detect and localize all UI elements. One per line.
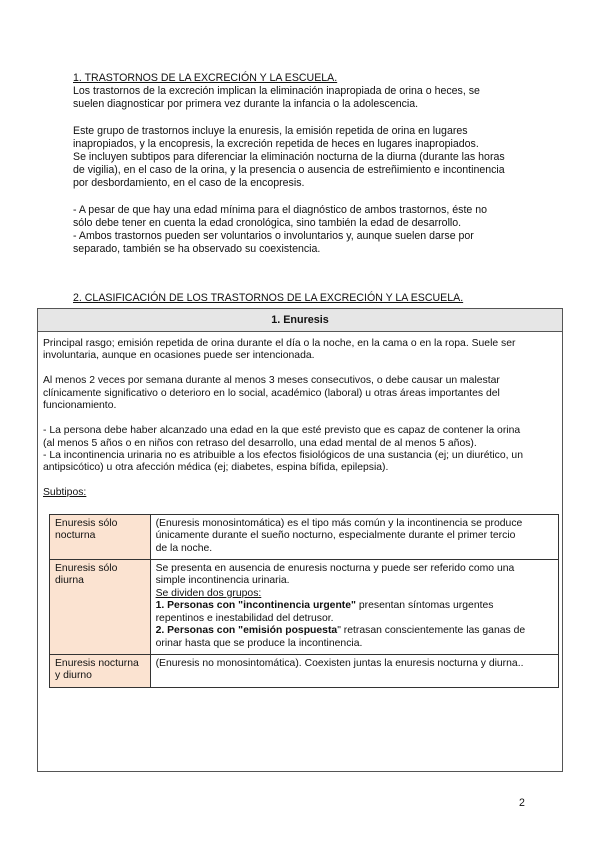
group-1-title: 1. Personas con "incontinencia urgente"	[155, 600, 356, 612]
box-line: Principal rasgo; emisión repetida de orina durante el día o la noche, en la cama o en la ropa. Suele ser	[43, 338, 516, 349]
group-1-text: presentan síntomas urgentes	[355, 600, 494, 612]
intro-line: de vigilia), en el caso de la orina, y la presencia o ausencia de estreñimiento e incontinencia	[73, 164, 505, 177]
enuresis-box	[37, 308, 563, 772]
section-1	[73, 72, 533, 256]
subtypes-table	[49, 514, 559, 688]
intro-line: separado, también se ha observado su coexistencia.	[73, 243, 321, 256]
desc-line: únicamente durante el sueño nocturno, especialmente durante el primer tercio	[155, 530, 516, 542]
box-title: 1. Enuresis	[38, 309, 562, 332]
section-2-heading: 2. CLASIFICACIÓN DE LOS TRASTORNOS DE LA EXCRECIÓN Y LA ESCUELA.	[73, 292, 464, 304]
box-line: - La persona debe haber alcanzado una edad en la que esté previsto que es capaz de contener la orina	[43, 425, 521, 437]
desc-line: orinar hasta que se produce la incontinencia.	[155, 637, 363, 649]
subtype-label	[50, 514, 151, 559]
desc-line: Se presenta en ausencia de enuresis nocturna y puede ser referido como una	[155, 563, 515, 575]
label-line: y diurno	[55, 670, 92, 682]
intro-line: - A pesar de que hay una edad mínima para el diagnóstico de ambos trastornos, éste no	[73, 203, 488, 216]
box-line: antipsicótico) u otra afección médica (ej; diabetes, espina bífida, epilepsia).	[43, 462, 389, 474]
group-2-title: 2. Personas con "emisión pospuesta	[155, 625, 338, 637]
table-row	[50, 560, 559, 655]
subtype-label	[50, 654, 151, 687]
box-line: involuntaria, aunque en ocasiones puede ser intencionada.	[43, 350, 315, 362]
subtypes-title: Subtipos:	[43, 487, 87, 499]
subtype-description	[150, 654, 558, 687]
desc-line: repentinos e inestabilidad del detrusor.	[155, 612, 334, 624]
box-line: funcionamiento.	[43, 400, 117, 412]
desc-line: simple incontinencia urinaria.	[155, 575, 290, 587]
group-2	[156, 625, 553, 637]
group-2-text: " retrasan conscientemente las ganas de	[337, 625, 526, 637]
table-row	[50, 654, 559, 687]
groups-heading: Se dividen dos grupos:	[155, 587, 262, 599]
box-line: Al menos 2 veces por semana durante al menos 3 meses consecutivos, o debe causar un malestar	[43, 375, 500, 387]
intro-line: inapropiados, y la encopresis, la excreción repetida de heces en lugares inapropiados.	[73, 137, 479, 150]
desc-line: de la noche.	[155, 542, 213, 554]
table-row	[50, 514, 559, 559]
intro-line: suelen diagnosticar por primera vez durante la infancia o la adolescencia.	[73, 98, 419, 111]
desc-line: (Enuresis monosintomática) es el tipo más común y la incontinencia se produce	[155, 517, 523, 529]
label-line: Enuresis nocturna	[55, 657, 139, 669]
section-1-heading: 1. TRASTORNOS DE LA EXCRECIÓN Y LA ESCUELA.	[73, 72, 338, 84]
box-line: (al menos 5 años o en niños con retraso del desarrollo, una edad mental de al menos 5 años).	[43, 437, 477, 449]
intro-line: Este grupo de trastornos incluye la enuresis, la emisión repetida de orina en lugares	[73, 124, 468, 137]
intro-line: Se incluyen subtipos para diferenciar la eliminación nocturna de la diurna (durante las horas	[73, 151, 505, 164]
intro-line: - Ambos trastornos pueden ser voluntarios o involuntarios y, aunque suelen darse por	[73, 230, 474, 243]
label-line: Enuresis sólo	[55, 517, 118, 529]
subtype-description	[150, 514, 558, 559]
group-1	[156, 600, 553, 612]
page-number: 2	[519, 797, 525, 809]
box-line: - La incontinencia urinaria no es atribuible a los efectos fisiológicos de una sustancia (ej; un diurético, un	[43, 450, 523, 462]
label-line: diurna	[55, 575, 84, 587]
intro-line: sólo debe tener en cuenta la edad cronológica, sino también la edad de desarrollo.	[73, 216, 462, 229]
intro-line: por desbordamiento, en el caso de la encopresis.	[73, 177, 305, 190]
subtype-description	[150, 560, 558, 655]
subtype-label	[50, 560, 151, 655]
box-body	[38, 332, 562, 688]
desc-line: (Enuresis no monosintomática). Coexisten juntas la enuresis nocturna y diurna..	[155, 657, 524, 669]
label-line: Enuresis sólo	[55, 563, 118, 575]
box-line: clínicamente significativo o deterioro en lo social, académico (laboral) u otras áreas importantes del	[43, 387, 500, 399]
label-line: nocturna	[55, 530, 96, 542]
intro-line: Los trastornos de la excreción implican la eliminación inapropiada de orina o heces, se	[73, 85, 480, 98]
